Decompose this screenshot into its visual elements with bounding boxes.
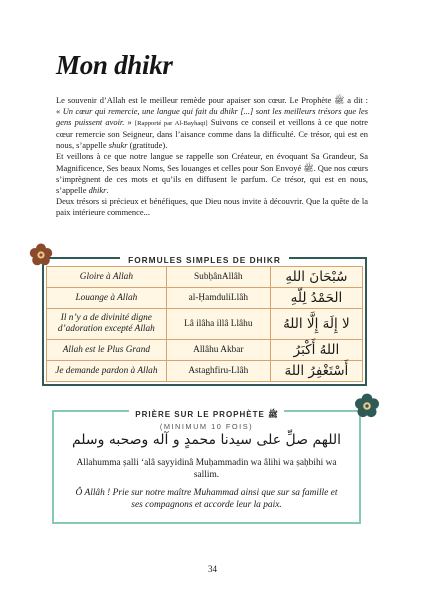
priere-arabic: اللهم صلِّ على سيدنا محمدٍ و آله وصحبه وسلم bbox=[71, 432, 342, 448]
formula-arabic: اللهُ أَكْبَرُ bbox=[270, 340, 362, 361]
table-row bbox=[47, 309, 363, 340]
table-row bbox=[47, 361, 363, 382]
table-row bbox=[47, 267, 363, 288]
priere-transliteration: Allahumma ṣalli ‘alâ sayyidinâ Muḥammadin wa âlihi wa ṣaḥbihi wa sallim. bbox=[76, 458, 337, 480]
formula-french: Je demande pardon à Allah bbox=[47, 361, 167, 382]
intro-paragraph-3: Deux trésors si précieux et bénéfiques, que Dieu nous invite à découvrir. Que la quête de la paix intérieure commence... bbox=[56, 195, 368, 217]
formula-transliteration: Allâhu Akbar bbox=[166, 340, 270, 361]
formula-french: Allah est le Plus Grand bbox=[47, 340, 167, 361]
formula-arabic: أَسْتَغْفِرُ اللهَ bbox=[270, 361, 362, 382]
dhikr-table bbox=[46, 266, 363, 382]
formula-arabic: الحَمْدُ لِلّهِ bbox=[270, 288, 362, 309]
priere-subheading: (MINIMUM 10 FOIS) bbox=[159, 422, 254, 431]
page-number: 34 bbox=[208, 564, 217, 574]
formula-french: Gloire à Allah bbox=[47, 267, 167, 288]
hadith-quote: Un cœur qui remercie, une langue qui fait du dhikr [...] sont les meilleurs trésors que les gens puissent avoir. bbox=[56, 106, 368, 128]
brown-flower-icon bbox=[28, 242, 54, 268]
dhikr-formulas-box bbox=[42, 250, 367, 386]
formula-transliteration: SubḥânAllâh bbox=[166, 267, 270, 288]
formula-transliteration: Lâ ilâha illâ Llâhu bbox=[166, 309, 270, 340]
intro-paragraph-1: Le souvenir d’Allah est le meilleur remède pour apaiser son cœur. Le Prophète ﷺ a dit : « Un cœur qui remercie, une langue qui fait du dhikr [...] sont les meilleurs trésors que les gens puissent avoir. » [Rapporté par Al-Bayhaqi] Suivons ce conseil et veillons à ce que notre cœur remercie son Seigneur, dans l’aisance comme dans la difficulté. Ce trésor, qui est en nous, s’appelle shukr (gratitude). bbox=[56, 95, 368, 151]
formula-transliteration: Astaghfiru-Llâh bbox=[166, 361, 270, 382]
table-row bbox=[47, 288, 363, 309]
formula-french: Il n’y a de divinité digne d’adoration excepté Allah bbox=[47, 309, 167, 340]
dhikr-box-heading: FORMULES SIMPLES DE DHIKR bbox=[120, 253, 289, 267]
intro-text bbox=[56, 95, 368, 218]
priere-heading: PRIÈRE SUR LE PROPHÈTE ﷺ bbox=[129, 409, 283, 421]
table-row bbox=[47, 340, 363, 361]
page-title: Mon dhikr bbox=[56, 50, 173, 80]
priere-french: Ô Allâh ! Prie sur notre maître Muhammad ainsi que sur sa famille et ses compagnons et accorde leur la paix. bbox=[75, 488, 338, 510]
formula-arabic: سُبْحَانَ اللهِ bbox=[270, 267, 362, 288]
formula-arabic: لا إِلَهَ إِلَّا اللهُ bbox=[270, 309, 362, 340]
formula-transliteration: al-ḤamduliLlâh bbox=[166, 288, 270, 309]
intro-paragraph-2: Et veillons à ce que notre langue se rappelle son Créateur, en évoquant Sa Grandeur, Sa Magnificence, Ses beaux Noms, Ses louanges et celles pour Son Envoyé ﷺ. Que nos cœurs s’imprègnent de ces mots et qu’ils en diffusent le parfum. Ce trésor, qui est en nous, s’appelle dhikr. bbox=[56, 151, 368, 195]
hadith-reference: [Rapporté par Al-Bayhaqi] bbox=[134, 120, 208, 128]
formula-french: Louange à Allah bbox=[47, 288, 167, 309]
teal-flower-icon bbox=[353, 392, 381, 420]
priere-box bbox=[52, 404, 361, 524]
